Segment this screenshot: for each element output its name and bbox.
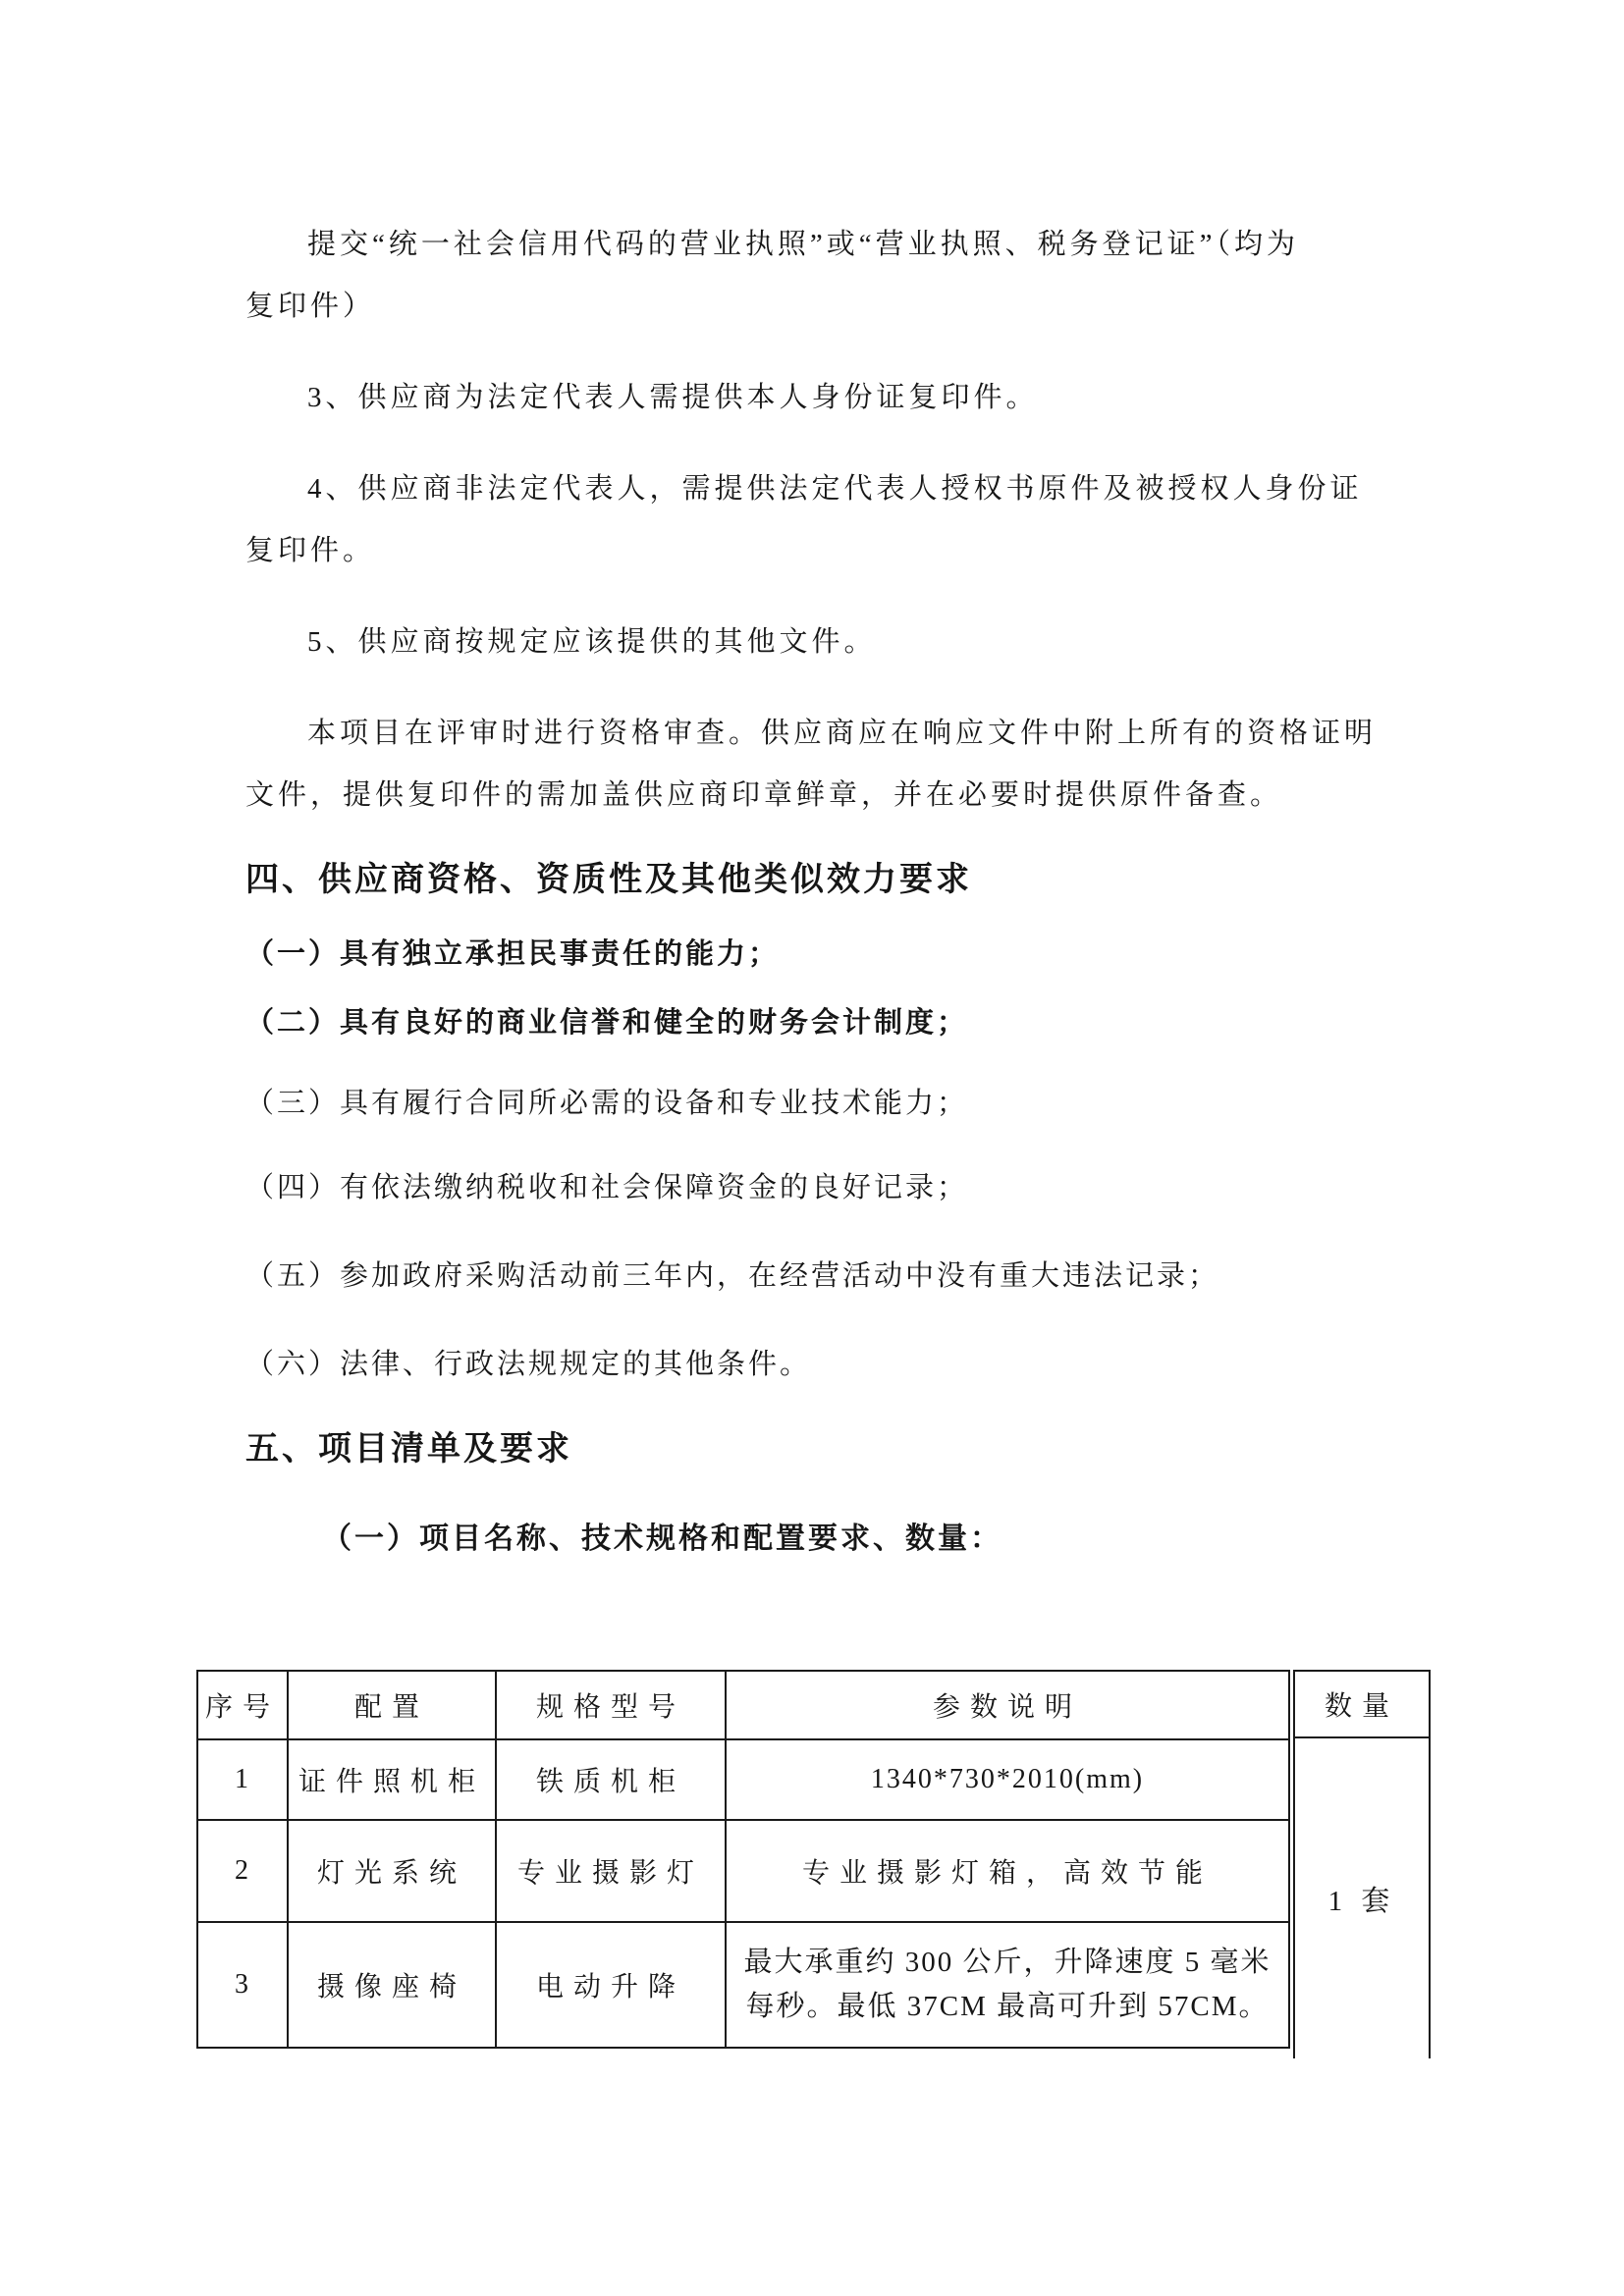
paragraph-line: 文件，提供复印件的需加盖供应商印章鲜章，并在必要时提供原件备查。: [245, 779, 1283, 811]
table-header-row: [197, 1671, 1289, 1739]
table-row: [197, 1820, 1289, 1922]
spec-table-main: [196, 1670, 1290, 2049]
col-header-no: 序号: [197, 1671, 288, 1739]
project-spec-subheading: （一）项目名称、技术规格和配置要求、数量：: [322, 1522, 1002, 1555]
section-heading-supplier-qualification: 四、供应商资格、资质性及其他类似效力要求: [245, 861, 972, 898]
quantity-merged-cell: [1293, 1738, 1431, 2058]
cell-config: 灯光系统: [288, 1820, 496, 1922]
section-heading-project-list: 五、项目清单及要求: [245, 1430, 572, 1468]
qualification-item-4: （四）有依法缴纳税收和社会保障资金的良好记录；: [245, 1172, 969, 1203]
cell-config: 摄像座椅: [288, 1922, 496, 2048]
paragraph-business-license: [245, 214, 1432, 338]
paragraph-line: 复印件。: [245, 535, 376, 566]
qualification-item-3: （三）具有履行合同所必需的设备和专业技术能力；: [245, 1088, 969, 1119]
quantity-value: 1 套: [1327, 1885, 1396, 1917]
paragraph-line: 5、供应商按规定应该提供的其他文件。: [307, 626, 877, 658]
qualification-item-6: （六）法律、行政法规规定的其他条件。: [245, 1349, 812, 1380]
col-header-spec: 规格型号: [496, 1671, 726, 1739]
qualification-item-1: （一）具有独立承担民事责任的能力；: [245, 938, 781, 970]
cell-spec: 专业摄影灯: [496, 1820, 726, 1922]
paragraph-line: 本项目在评审时进行资格审查。供应商应在响应文件中附上所有的资格证明: [307, 718, 1378, 749]
cell-params: 专业摄影灯箱，高效节能: [726, 1820, 1289, 1922]
page-content: [204, 214, 1432, 2058]
paragraph-review: [245, 703, 1432, 827]
col-header-quantity: 数量: [1293, 1670, 1431, 1738]
paragraph-line: 复印件）: [245, 291, 376, 322]
cell-params: 1340*730*2010(mm): [726, 1739, 1289, 1820]
col-header-config: 配置: [288, 1671, 496, 1739]
cell-config: 证件照机柜: [288, 1739, 496, 1820]
qualification-item-5: （五）参加政府采购活动前三年内，在经营活动中没有重大违法记录；: [245, 1260, 1220, 1292]
spec-table: [196, 1670, 1433, 2058]
paragraph-line: 3、供应商为法定代表人需提供本人身份证复印件。: [307, 382, 1039, 413]
col-header-params: 参数说明: [726, 1671, 1289, 1739]
cell-no: 1: [197, 1739, 288, 1820]
paragraph-line: 4、供应商非法定代表人，需提供法定代表人授权书原件及被授权人身份证: [307, 473, 1363, 505]
quantity-column: [1293, 1670, 1431, 2058]
cell-no: 3: [197, 1922, 288, 2048]
table-row: [197, 1922, 1289, 2048]
table-row: [197, 1739, 1289, 1820]
qualification-item-2: （二）具有良好的商业信誉和健全的财务会计制度；: [245, 1007, 969, 1039]
list-item-4: [245, 458, 1432, 582]
paragraph-line: 提交“统一社会信用代码的营业执照”或“营业执照、税务登记证”（均为: [307, 229, 1299, 260]
list-item-3: [245, 367, 1432, 429]
cell-no: 2: [197, 1820, 288, 1922]
list-item-5: [245, 612, 1432, 673]
cell-spec: 电动升降: [496, 1922, 726, 2048]
cell-spec: 铁质机柜: [496, 1739, 726, 1820]
cell-params: 最大承重约 300 公斤，升降速度 5 毫米每秒。最低 37CM 最高可升到 57CM。: [726, 1922, 1289, 2048]
